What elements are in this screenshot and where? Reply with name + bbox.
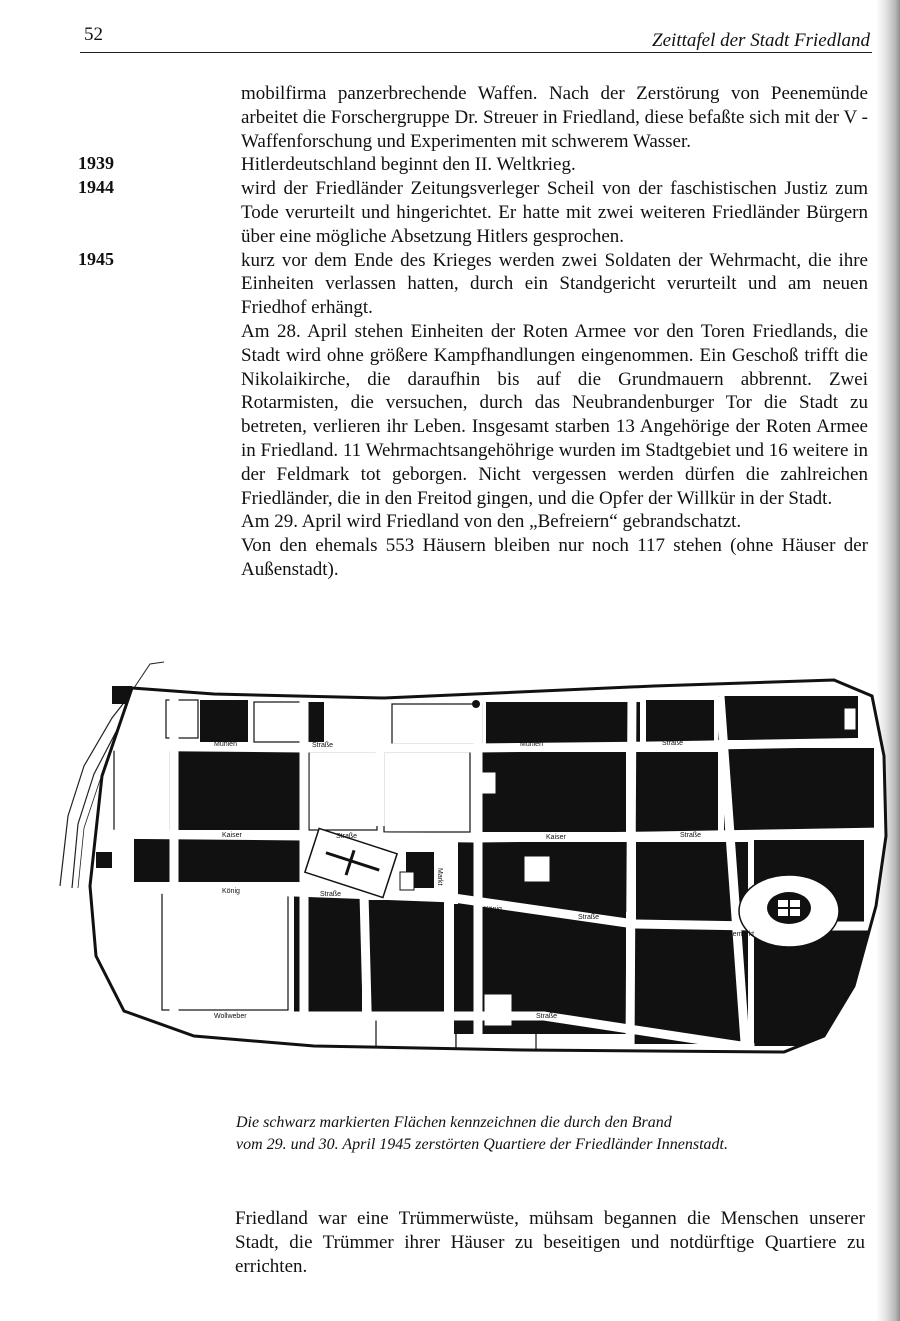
street-label: Kaiser: [222, 832, 242, 839]
street-label: Straße: [662, 740, 684, 747]
entry-year: 1944: [78, 177, 114, 198]
entry-year: 1939: [78, 153, 114, 174]
entry-paragraph: kurz vor dem Ende des Krieges werden zwei Soldaten der Wehrmacht, die ihre Einheiten verlassen hatten, durch ein Standgericht verurteilt und am neuen Friedhof erhängt.: [241, 249, 868, 319]
street-label: Straße: [320, 891, 342, 898]
map-caption: [236, 1112, 836, 1156]
header-rule: [80, 52, 872, 53]
entry-paragraph: mobilfirma panzerbrechende Waffen. Nach der Zerstörung von Peenemünde arbeitet die Forschergruppe Dr. Streuer in Friedland, diese befaßte sich mit der V - Waffenforschung und Experimenten mit schwerem Wasser.: [241, 83, 868, 152]
timeline-entry: [78, 249, 868, 582]
wall-tower: [472, 700, 480, 708]
street-label: Mühlen: [214, 741, 237, 748]
entry-paragraph: Hitlerdeutschland beginnt den II. Weltkrieg.: [241, 154, 576, 176]
street-label: Mühlen: [520, 741, 543, 748]
timeline-entry: [78, 153, 868, 177]
entry-text: [241, 177, 868, 248]
street-label: Wollweber: [214, 1013, 247, 1020]
street-label: König: [484, 906, 502, 913]
map-blocks: [84, 676, 894, 1076]
entry-paragraph: Am 29. April wird Friedland von den „Befreiern“ gebrandschatzt.: [241, 511, 742, 533]
entry-text: [241, 249, 868, 582]
entry-year: 1945: [78, 248, 114, 269]
page-number: 52: [84, 24, 103, 45]
timeline-entry: [78, 82, 868, 153]
closing-paragraph: Friedland war eine Trümmerwüste, mühsam begannen die Menschen unserer Stadt, die Trümmer ihrer Häuser zu beseitigen und notdürftige Quartiere zu errichten.: [235, 1208, 865, 1277]
entry-paragraph: wird der Friedländer Zeitungsverleger Scheil von der faschistischen Justiz zum Tode verurteilt und hingerichtet. Er hatte mit zwei weiteren Friedländer Bürgern über eine mögliche Absetzung Hitlers gesprochen.: [241, 178, 868, 247]
caption-line: Die schwarz markierten Flächen kennzeichnen die durch den Brand: [236, 1114, 672, 1131]
street-label: Kaiser: [546, 834, 566, 841]
caption-line: vom 29. und 30. April 1945 zerstörten Quartiere der Friedländer Innenstadt.: [236, 1136, 728, 1153]
street-label: Markt: [436, 868, 443, 886]
entry-paragraph: Am 28. April stehen Einheiten der Roten Armee vor den Toren Friedlands, die Stadt wird ohne größere Kampfhandlungen eingenommen. Ein Geschoß trifft die Nikolaikirche, die daraufhin bis auf die Grundmauern abbrennt. Zwei Rotarmisten, die versuchen, durch das Neubrandenburger Tor die Stadt zu betreten, verlieren ihr Leben. Insgesamt starben 13 Angehörige der Roten Armee in Friedland. 11 Wehrmachtsangehöhrige wurden im Stadtgebiet und 16 weitere in der Feldmark tot geborgen. Nicht vergessen werden dürfen die zahlreichen Friedländer, die in den Freitod gingen, und die Opfer der Willkür in der Stadt.: [241, 320, 868, 509]
timeline: [78, 82, 868, 582]
entry-text: [241, 82, 868, 153]
running-title: Zeittafel der Stadt Friedland: [652, 30, 870, 51]
street-label: Straße: [578, 914, 600, 921]
street-label: Straße: [536, 1013, 558, 1020]
timeline-entry: [78, 177, 868, 248]
street-label: Straße: [680, 832, 702, 839]
street-label: Straße: [336, 833, 358, 840]
street-label: König: [222, 888, 240, 895]
street-label: Straße: [312, 742, 334, 749]
street-label: Pferdemarkt: [716, 931, 755, 938]
destruction-map: [54, 656, 894, 1102]
entry-text: [241, 153, 868, 177]
entry-paragraph: Von den ehemals 553 Häusern bleiben nur noch 117 stehen (ohne Häuser der Außenstadt).: [241, 535, 868, 580]
